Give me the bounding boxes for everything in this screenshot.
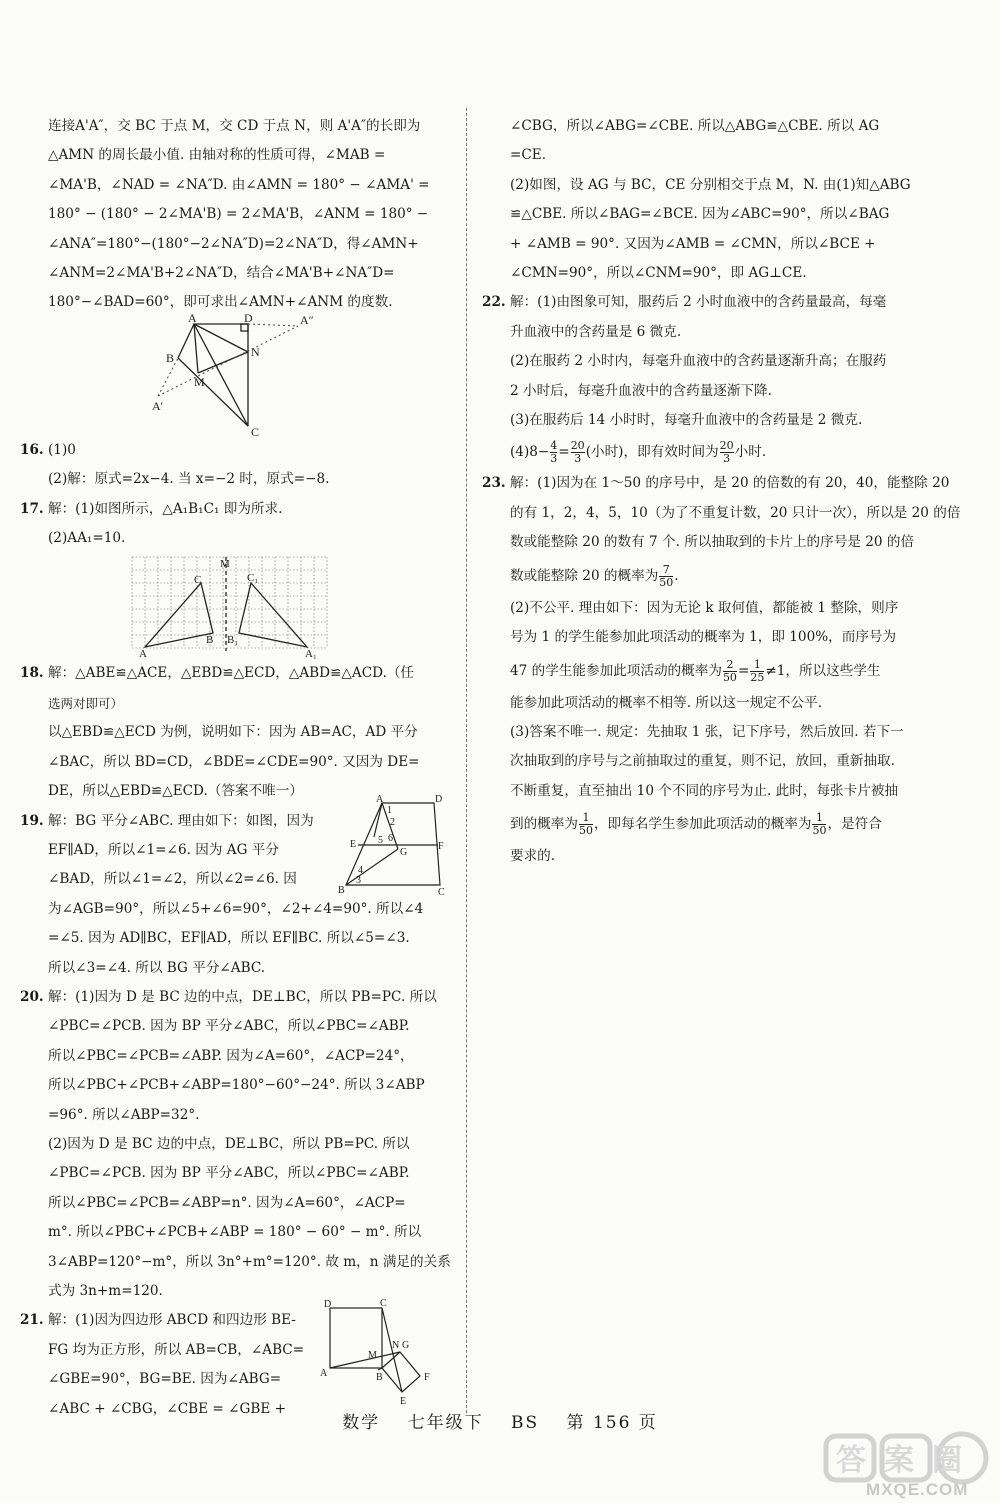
text-line: EF∥AD，所以∠1=∠6. 因为 AG 平分 (48, 841, 279, 858)
question-number: 23. (482, 475, 506, 492)
text-line: 所以∠3=∠4. 所以 BG 平分∠ABC. (48, 959, 266, 976)
question-number: 20. (20, 988, 44, 1005)
fig-label: B (338, 884, 345, 896)
denominator: 50 (659, 575, 674, 589)
text-line: ≌△CBE. 所以∠BAG=∠BCE. 因为∠ABC=90°，所以∠BAG (510, 206, 890, 223)
fig-label: E (350, 838, 357, 850)
right-column (482, 112, 961, 872)
fig-label: A (376, 793, 384, 805)
text-line: 解：(1)因为 D 是 BC 边的中点，DE⊥BC，所以 PB=PC. 所以 (48, 988, 437, 1005)
text-line: 解：(1)因为四边形 ABCD 和四边形 BE- (48, 1312, 296, 1329)
fig-label: M (368, 1350, 377, 1362)
text-span: (4)8− (510, 444, 550, 461)
numerator: 1 (753, 657, 761, 671)
text-line: ∠ANM=2∠MA'B+2∠NA″D，结合∠MA'B+∠NA″D= (48, 265, 395, 282)
denominator: 3 (720, 452, 734, 465)
fig-label: A (320, 1368, 328, 1380)
text-line: FG 均为正方形，所以 AB=CB，∠ABC= (48, 1341, 305, 1358)
fraction (723, 659, 737, 684)
fig-label: B (206, 634, 214, 647)
footer-page-number: 第 156 页 (566, 1413, 658, 1433)
fig-label: 6 (388, 832, 393, 844)
text-line: (2)解：原式=2x−4. 当 x=−2 时，原式=−8. (48, 471, 330, 488)
text-line: 升血液中的含药量是 6 微克. (510, 323, 682, 340)
fig-label: F (424, 1372, 430, 1384)
denominator: 25 (750, 670, 765, 684)
fraction (720, 440, 734, 465)
text-line: =∠5. 因为 AD∥BC，EF∥AD，所以 EF∥BC. 所以∠5=∠3. (48, 930, 410, 947)
numerator: 4 (550, 439, 558, 453)
formula-line (510, 653, 905, 689)
text-span: = (737, 662, 750, 679)
text-span: . (674, 567, 679, 584)
text-span: 到的概率为 (510, 816, 578, 833)
question-number: 19. (20, 812, 44, 829)
question-number: 22. (482, 294, 506, 311)
text-line: =96°. 所以∠ABP=32°. (48, 1106, 200, 1123)
text-line: 解：(1)因为在 1～50 的序号中，是 20 的倍数的有 20，40，能整除 20 (510, 475, 950, 492)
fig-label: C (251, 424, 260, 439)
formula-line (510, 558, 905, 594)
denominator: 3 (571, 452, 585, 465)
q21-solution (20, 1298, 443, 1424)
q19-solution (20, 793, 445, 983)
text-line: △AMN 的周长最小值. 由轴对称的性质可得，∠MAB = (48, 147, 386, 164)
q21-continued (510, 112, 911, 288)
text-line: 的有 1，2，4，5，10（为了不重复计数，20 只计一次），所以是 20 的倍 (510, 504, 961, 521)
text-line: 次抽取到的序号与之前抽取过的重复，则不记，放回，重新抽取. (510, 753, 895, 770)
numerator: 20 (570, 439, 585, 453)
q17-grid-figure (48, 553, 443, 659)
watermark-logo-text: 答案圈 (836, 1443, 980, 1478)
fig-label: D (244, 310, 253, 325)
q23-solution (482, 469, 961, 871)
text-line: (1)0 (48, 441, 76, 458)
q15-figure (48, 310, 443, 439)
fig-label: 4 (358, 864, 363, 876)
text-line: ∠CMN=90°，所以∠CNM=90°，即 AG⊥CE. (510, 265, 807, 282)
text-line: ∠BAD，所以∠1=∠2，所以∠2=∠6. 因 (48, 871, 297, 888)
formula-line (510, 806, 905, 842)
text-line: 2 小时后，每毫升血液中的含药量逐渐下降. (510, 382, 772, 399)
text-line: 数或能整除 20 的数有 7 个. 所以抽取到的卡片上的序号是 20 的倍 (510, 534, 915, 551)
fig-label: 2 (390, 816, 395, 828)
footer-edition: BS (511, 1413, 540, 1433)
text-line: 不断重复，直至抽出 10 个不同的序号为止. 此时，每张卡片被抽 (510, 782, 899, 799)
fig-label: D (435, 793, 443, 805)
text-line: 为∠AGB=90°，所以∠5+∠6=90°，∠2+∠4=90°. 所以∠4 (48, 900, 424, 917)
fig-label: B₁ (227, 634, 239, 647)
text-line: 解：(1)如图所示，△A₁B₁C₁ 即为所求. (48, 500, 283, 517)
denominator: 50 (722, 670, 737, 684)
fig-label: A (139, 648, 147, 661)
text-line: 所以∠PBC+∠PCB+∠ABP=180°−60°−24°. 所以 3∠ABP (48, 1077, 425, 1094)
denominator: 50 (578, 824, 593, 838)
fig-label: N (251, 344, 260, 359)
fig-label: B (166, 350, 175, 365)
text-line: 解：△ABE≌△ACE，△EBD≌△ECD，△ABD≌△ACD.（任 (48, 665, 415, 682)
text-span: 小时. (734, 444, 767, 461)
q16-solution (20, 436, 443, 495)
text-line: (2)如图，设 AG 与 BC，CE 分别相交于点 M，N. 由(1)知△ABG (510, 176, 911, 193)
numerator: 2 (726, 657, 734, 671)
text-line: 解：(1)由图象可知，服药后 2 小时血液中的含药量最高，每毫 (510, 294, 887, 311)
column-divider (466, 108, 467, 1413)
text-span: = (558, 444, 570, 461)
fig-label: A' (152, 398, 163, 413)
fig-label: C (380, 1298, 387, 1310)
fig-label: C (194, 574, 202, 587)
text-span: 数或能整除 20 的概率为 (510, 567, 659, 584)
footer-grade: 七年级下 (407, 1413, 484, 1433)
text-line: =CE. (510, 147, 547, 164)
numerator: 20 (719, 439, 734, 453)
text-line: ∠PBC=∠PCB. 因为 BP 平分∠ABC，所以∠PBC=∠ABP. (48, 1165, 410, 1182)
text-line: ∠MA'B，∠NAD = ∠NA″D. 由∠AMN = 180° − ∠AMA' = (48, 176, 430, 193)
numerator: 1 (582, 811, 590, 825)
q20-solution (20, 983, 451, 1306)
text-line: 3∠ABP=120°−m°，所以 3n°+m°=120°. 故 m，n 满足的关系 (48, 1253, 451, 1270)
fig-label: M (220, 558, 230, 571)
text-line: 号为 1 的学生能参加此项活动的概率为 1，即 100%，而序号为 (510, 629, 897, 646)
fig-label: 5 (378, 834, 383, 846)
denominator: 3 (550, 452, 558, 466)
text-line: 式为 3n+m=120. (48, 1283, 163, 1299)
question-number: 18. (20, 665, 44, 682)
text-line: DE，所以△EBD≌△ECD.（答案不唯一） (48, 783, 303, 800)
text-line: ∠ABC + ∠CBG，∠CBE = ∠GBE + (48, 1400, 286, 1417)
fraction (659, 564, 673, 589)
text-line: (3)答案不唯一. 规定：先抽取 1 张，记下序号，然后放回. 若下一 (510, 723, 904, 740)
text-span: (小时)，即有效时间为 (585, 444, 719, 461)
fig-label: G (402, 1340, 410, 1352)
text-line: 要求的. (510, 848, 556, 865)
fraction (579, 812, 593, 837)
left-column (20, 112, 451, 1424)
text-line: m°. 所以∠PBC+∠PCB+∠ABP = 180° − 60° − m°. 所以 (48, 1224, 422, 1241)
text-line: (2)不公平. 理由如下：因为无论 k 取何值，都能被 1 整除，则序 (510, 599, 899, 616)
text-line: 所以∠PBC=∠PCB=∠ABP. 因为∠A=60°，∠ACP=24°， (48, 1047, 414, 1064)
fig-label: C (438, 886, 445, 898)
fig-label: A″ (300, 312, 314, 327)
fig-label: 3 (356, 874, 361, 886)
question-number: 21. (20, 1312, 44, 1329)
text-line: ∠BAC，所以 BD=CD，∠BDE=∠CDE=90°. 又因为 DE= (48, 753, 420, 770)
fraction (812, 812, 826, 837)
text-line: (2)AA₁=10. (48, 530, 126, 547)
q18-solution (20, 659, 443, 806)
fraction (750, 659, 764, 684)
text-line: ∠PBC=∠PCB. 因为 BP 平分∠ABC，所以∠PBC=∠ABP. (48, 1018, 410, 1035)
text-span: ，是符合 (827, 816, 882, 833)
text-line: ∠ANA″=180°−(180°−2∠NA″D)=2∠NA″D，得∠AMN+ (48, 235, 419, 252)
fig-label: A (188, 310, 197, 325)
text-line: 解：BG 平分∠ABC. 理由如下：如图，因为 (48, 812, 314, 829)
formula-line (510, 435, 905, 469)
fig-label: M (194, 374, 205, 389)
text-line: 180° − (180° − 2∠MA'B) = 2∠MA'B，∠ANM = 180° − (48, 206, 429, 223)
text-line: (3)在服药后 14 小时时，每毫升血液中的含药量是 2 微克. (510, 412, 863, 429)
text-line: 能参加此项活动的概率不相等. 所以这一规定不公平. (510, 694, 823, 711)
text-line: 所以∠PBC=∠PCB=∠ABP=n°. 因为∠A=60°，∠ACP= (48, 1194, 406, 1211)
question-number: 17. (20, 500, 44, 517)
numerator: 1 (815, 811, 823, 825)
fig-label: A₁ (305, 648, 317, 661)
fig-label: 1 (387, 804, 392, 816)
text-line: 以△EBD≌△ECD 为例，说明如下：因为 AB=AC，AD 平分 (48, 724, 418, 741)
fraction (550, 440, 557, 465)
q21-figure (318, 1298, 443, 1410)
text-line: ∠CBG，所以∠ABG=∠CBE. 所以△ABG≌△CBE. 所以 AG (510, 118, 880, 134)
text-line: 选两对即可） (48, 695, 124, 711)
fig-label: G (400, 846, 408, 858)
q15-solution (48, 112, 443, 318)
q19-figure (334, 793, 445, 898)
numerator: 7 (662, 562, 670, 576)
fig-label: C₁ (247, 572, 259, 585)
fraction (571, 440, 585, 465)
denominator: 50 (812, 824, 827, 838)
text-line: ∠GBE=90°，BG=BE. 因为∠ABG= (48, 1371, 282, 1388)
question-number: 16. (20, 441, 44, 458)
footer-subject: 数学 (342, 1413, 381, 1433)
q17-solution (20, 495, 443, 554)
fig-label: D (324, 1299, 332, 1311)
text-span: ，即每名学生参加此项活动的概率为 (593, 816, 812, 833)
text-line: (2)在服药 2 小时内，每毫升血液中的含药量逐渐升高；在服药 (510, 353, 887, 370)
fig-label: E (400, 1396, 407, 1408)
text-span: 47 的学生能参加此项活动的概率为 (510, 662, 722, 679)
text-line: + ∠AMB = 90°. 又因为∠AMB = ∠CMN，所以∠BCE + (510, 235, 876, 252)
watermark-text: MXQE.COM (866, 1480, 969, 1499)
fig-label: F (438, 840, 444, 852)
q22-solution (482, 288, 905, 469)
fig-label: N (392, 1340, 400, 1352)
text-line: (2)因为 D 是 BC 边的中点，DE⊥BC，所以 PB=PC. 所以 (48, 1135, 410, 1152)
text-line: 连接A'A″，交 BC 于点 M，交 CD 于点 N，则 A'A″的长即为 (48, 118, 421, 134)
text-span: ≠1，所以这些学生 (765, 662, 881, 679)
text-line: 180°−∠BAD=60°，即可求出∠AMN+∠ANM 的度数. (48, 294, 393, 311)
fig-label: B (376, 1372, 383, 1384)
